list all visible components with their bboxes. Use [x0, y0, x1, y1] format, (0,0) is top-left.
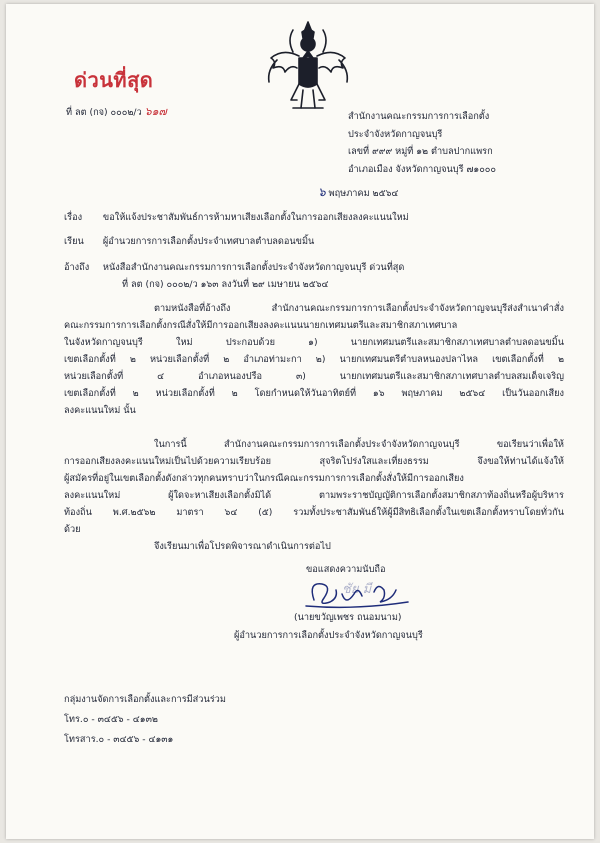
footer-phone: โทร.๐ - ๓๔๕๖ - ๔๑๓๒: [64, 714, 158, 725]
paragraph-1-line: คณะกรรมการการเลือกตั้งกรณีสั่งให้มีการออกเสียงลงคะแนนนายกเทศมนตรีและสมาชิกสภาเทศบาล: [64, 320, 458, 331]
reference-block: [64, 259, 404, 293]
address-line-1: สำนักงานคณะกรรมการการเลือกตั้ง: [348, 111, 490, 122]
subject-line: [64, 210, 409, 225]
closing-request: จึงเรียนมาเพื่อโปรดพิจารณาดำเนินการต่อไป: [154, 541, 331, 552]
address-line-2: ประจำจังหวัดกาญจนบุรี: [348, 128, 443, 140]
reference-line-2: ที่ ลต (กจ) ๐๐๐๒/ว ๑๖๓ ลงวันที่ ๒๙ เมษายน ๒๕๖๔: [122, 279, 329, 290]
sender-address: [348, 108, 496, 178]
subject-label: เรื่อง: [64, 212, 83, 223]
signer-position: ผู้อำนวยการการเลือกตั้งประจำจังหวัดกาญจนบุรี: [234, 630, 423, 641]
paragraph-2-line: ในการนี้ สำนักงานคณะกรรมการการเลือกตั้งประจำจังหวัดกาญจนบุรี ขอเรียนว่าเพื่อให้: [154, 439, 564, 450]
garuda-emblem-icon: [263, 18, 353, 116]
body-paragraph-1: [64, 300, 564, 419]
date-day-handwritten: ๖: [318, 185, 326, 199]
date-month-year: พฤษภาคม ๒๕๖๔: [328, 188, 399, 199]
footer-contact: [64, 690, 226, 750]
signature-text: ชัย มี: [342, 582, 372, 597]
paragraph-2-line: ลงคะแนนใหม่ ผู้ใดจะหาเสียงเลือกตั้งมิได้ ตามพระราชบัญญัติการเลือกตั้งสมาชิกสภาท้องถิ่นหรือผู้บริหาร: [64, 490, 564, 501]
reference-block-label: อ้างถึง: [64, 262, 90, 273]
signature: [296, 572, 416, 614]
paragraph-2-line: ด้วย: [64, 524, 81, 535]
paragraph-1-line: ในจังหวัดกาญจนบุรี ใหม่ ประกอบด้วย ๑) นายกเทศมนตรีและสมาชิกสภาเทศบาลตำบลดอนขมิ้น: [64, 337, 564, 348]
paragraph-1-line: เขตเลือกตั้งที่ ๒ หน่วยเลือกตั้งที่ ๒ อำเภอท่ามะกา ๒) นายกเทศมนตรีตำบลหนองปลาไหล เขตเลือกตั้งที่ ๒: [64, 354, 564, 365]
reference-label: ที่ ลต (กจ) ๐๐๐๒/ว: [66, 107, 142, 118]
paragraph-1-line: ตามหนังสือที่อ้างถึง สำนักงานคณะกรรมการการเลือกตั้งประจำจังหวัดกาญจนบุรีส่งสำเนาคำสั่ง: [154, 303, 564, 314]
reference-number: [66, 102, 167, 120]
paragraph-2-line: ผู้สมัครที่อยู่ในเขตเลือกตั้งดังกล่าวทุกคนทราบว่าในกรณีคณะกรรมการการเลือกตั้งสั่งให้มีการออกเสียง: [64, 473, 464, 484]
reference-handwritten-number: ๖๑๗: [144, 105, 167, 118]
complimentary-close: ขอแสดงความนับถือ: [306, 564, 386, 575]
paragraph-1-line: ลงคะแนนใหม่ นั้น: [64, 405, 136, 416]
paragraph-2-line: การออกเสียงลงคะแนนใหม่เป็นไปด้วยความเรียบร้อย สุจริตโปร่งใสและเที่ยงธรรม จึงขอให้ท่านได้แจ้งให้: [64, 456, 564, 467]
urgent-stamp: ด่วนที่สุด: [74, 68, 154, 92]
address-line-4: อำเภอเมือง จังหวัดกาญจนบุรี ๗๑๐๐๐: [348, 163, 497, 175]
footer-fax: โทรสาร.๐ - ๓๔๕๖ - ๔๑๓๑: [64, 734, 174, 745]
recipient-label: เรียน: [64, 236, 84, 247]
reference-line-1: หนังสือสำนักงานคณะกรรมการการเลือกตั้งประจำจังหวัดกาญจนบุรี ด่วนที่สุด: [102, 262, 405, 273]
signer-name: (นายขวัญเพชร ถนอมนาม): [294, 612, 402, 623]
letter-date: [318, 183, 398, 202]
recipient-text: ผู้อำนวยการการเลือกตั้งประจำเทศบาลตำบลดอนขมิ้น: [102, 236, 315, 247]
letter-page: [6, 4, 594, 839]
address-line-3: เลขที่ ๙๙๙ หมู่ที่ ๑๒ ตำบลปากแพรก: [348, 146, 493, 157]
recipient-line: [64, 234, 314, 249]
footer-department: กลุ่มงานจัดการเลือกตั้งและการมีส่วนร่วม: [64, 694, 226, 705]
subject-text: ขอให้แจ้งประชาสัมพันธ์การห้ามหาเสียงเลือกตั้งในการออกเสียงลงคะแนนใหม่: [102, 212, 409, 223]
paragraph-1-line: เขตเลือกตั้งที่ ๒ หน่วยเลือกตั้งที่ ๒ โดยกำหนดให้วันอาทิตย์ที่ ๑๖ พฤษภาคม ๒๕๖๔ เป็นวันออกเสียง: [64, 388, 564, 399]
paragraph-1-line: หน่วยเลือกตั้งที่ ๔ อำเภอหนองปรือ ๓) นายกเทศมนตรีและสมาชิกสภาเทศบาลตำบลสมเด็จเจริญ: [64, 371, 564, 382]
paragraph-2-line: ท้องถิ่น พ.ศ.๒๕๖๒ มาตรา ๖๔ (๕) รวมทั้งประชาสัมพันธ์ให้ผู้มีสิทธิเลือกตั้งในเขตเลือกตั้งทราบโดยทั่วกัน: [64, 507, 564, 518]
body-paragraph-2: [64, 436, 564, 538]
